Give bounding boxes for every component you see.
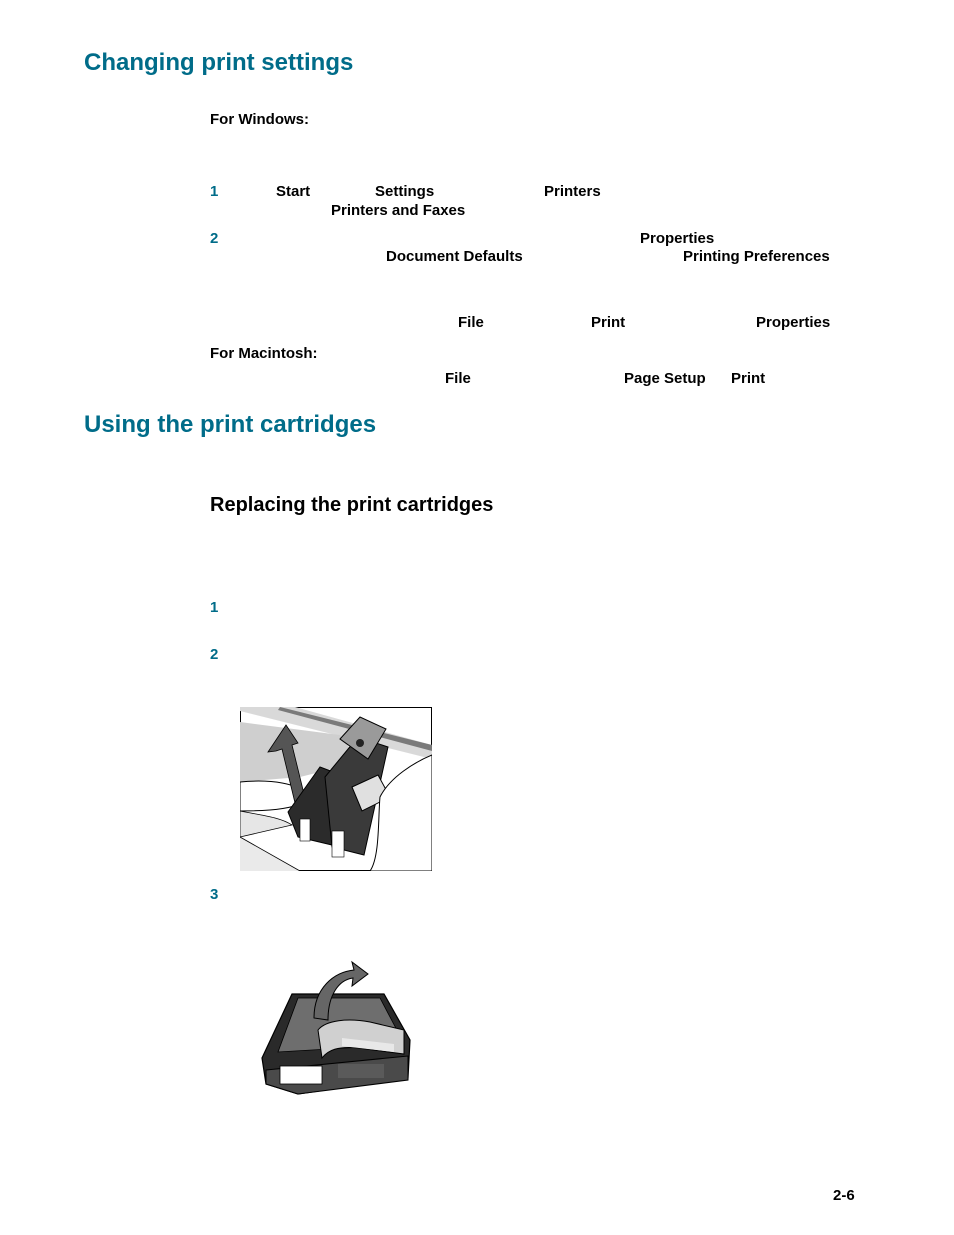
page-setup-term: Page Setup <box>624 370 706 387</box>
properties-term: Properties <box>640 230 715 247</box>
printers-menu-term: Printers <box>544 183 601 200</box>
print-menu-term: Print <box>591 314 626 331</box>
for-windows-label: For Windows: <box>210 111 310 128</box>
page-number: 2-6 <box>833 1187 855 1204</box>
section-title-changing-print-settings: Changing print settings <box>84 49 354 76</box>
step-number-2: 2 <box>210 230 219 247</box>
cartridge-tape-removal-illustration <box>258 958 414 1096</box>
mac-file-menu-term: File <box>445 370 471 387</box>
printers-and-faxes-term: Printers and Faxes <box>331 202 466 219</box>
for-macintosh-label: For Macintosh: <box>210 345 318 362</box>
step-number-1: 1 <box>210 183 219 200</box>
file-menu-term: File <box>458 314 484 331</box>
cartridge-removal-illustration <box>240 707 432 871</box>
section-title-using-print-cartridges: Using the print cartridges <box>84 411 377 438</box>
cartridge-step-number-2: 2 <box>210 646 219 663</box>
subsection-title-replacing-cartridges: Replacing the print cartridges <box>210 494 494 516</box>
document-defaults-term: Document Defaults <box>386 248 523 265</box>
properties-menu-term: Properties <box>756 314 831 331</box>
printing-preferences-term: Printing Preferences <box>683 248 830 265</box>
mac-print-term: Print <box>731 370 766 387</box>
cartridge-step-number-1: 1 <box>210 599 219 616</box>
settings-menu-term: Settings <box>375 183 435 200</box>
start-menu-term: Start <box>276 183 311 200</box>
cartridge-step-number-3: 3 <box>210 886 219 903</box>
